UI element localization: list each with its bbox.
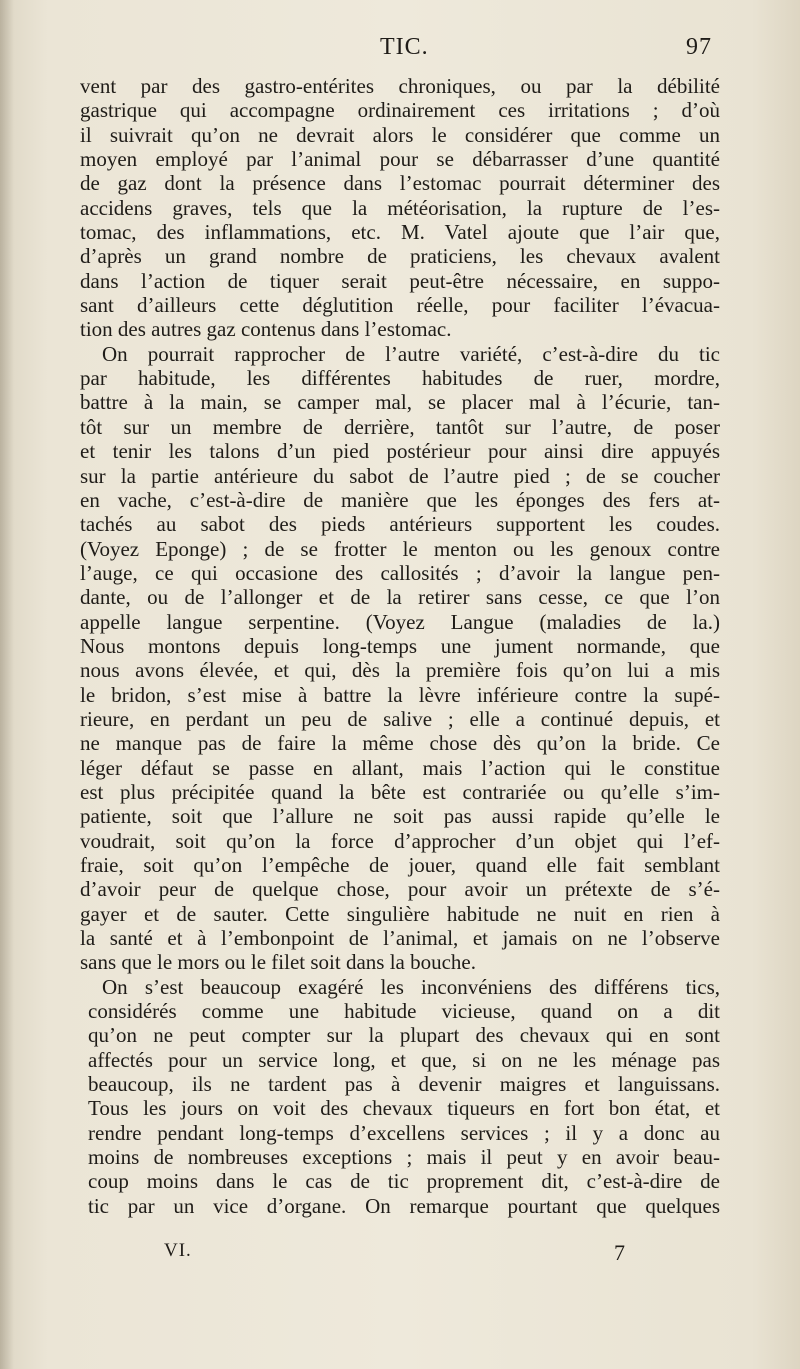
- text-line: moyen employé par l’animal pour se débarrasser d’une quantité: [80, 147, 720, 172]
- paragraph-first-line: On pourrait rapprocher de l’autre variété, c’est-à-dire du tic: [102, 341, 720, 366]
- text-line: (Voyez Eponge) ; de se frotter le menton ou les genoux contre: [80, 536, 720, 561]
- text-line: accidens graves, tels que la météorisation, la rupture de l’es-: [80, 195, 720, 220]
- text-line: léger défaut se passe en allant, mais l’action qui le constitue: [80, 755, 720, 780]
- text-line: rieure, en perdant un peu de salive ; elle a continué depuis, et: [80, 706, 720, 731]
- text-line: tachés au sabot des pieds antérieurs supportent les coudes.: [80, 512, 720, 537]
- text-line: Tous les jours on voit des chevaux tiqueurs en fort bon état, et: [88, 1096, 720, 1121]
- text-line: ne manque pas de faire la même chose dès qu’on la bride. Ce: [80, 731, 720, 756]
- text-line: affectés pour un service long, et que, si on ne les ménage pas: [88, 1047, 720, 1072]
- paragraph-first-line: On s’est beaucoup exagéré les inconvéniens des différens tics,: [102, 974, 720, 999]
- page-number: 97: [686, 34, 712, 60]
- text-line: le bridon, s’est mise à battre la lèvre inférieure contre la supé-: [80, 682, 720, 707]
- text-line: dante, ou de l’allonger et de la retirer sans cesse, ce que l’on: [80, 585, 720, 610]
- text-line: coup moins dans le cas de tic proprement dit, c’est-à-dire de: [88, 1169, 720, 1194]
- text-line: Nous montons depuis long-temps une jument normande, que: [80, 633, 720, 658]
- text-line: nous avons élevée, et qui, dès la première fois qu’on lui a mis: [80, 658, 720, 683]
- text-line: appelle langue serpentine. (Voyez Langue (maladies de la.): [80, 609, 720, 634]
- page-footer: [80, 1240, 720, 1270]
- running-head: [80, 34, 720, 68]
- text-line: battre à la main, se camper mal, se placer mal à l’écurie, tan-: [80, 390, 720, 415]
- text-line: fraie, soit qu’on l’empêche de jouer, quand elle fait semblant: [80, 853, 720, 877]
- text-line: vent par des gastro-entérites chroniques, ou par la débilité: [80, 74, 720, 98]
- body-text: [80, 74, 720, 1218]
- paragraph-last-line: sans que le mors ou le filet soit dans la bouche.: [80, 950, 476, 975]
- text-line: tomac, des inflammations, etc. M. Vatel ajoute que l’air que,: [80, 220, 720, 245]
- text-line: voudrait, soit qu’on la force d’approcher d’un objet qui l’ef-: [80, 828, 720, 853]
- text-line: beaucoup, ils ne tardent pas à devenir maigres et languissans.: [88, 1072, 720, 1097]
- text-line: en vache, c’est-à-dire de manière que les éponges des fers at-: [80, 487, 720, 512]
- text-line: d’après un grand nombre de praticiens, les chevaux avalent: [80, 244, 720, 269]
- text-line: et tenir les talons d’un pied postérieur pour ainsi dire appuyés: [80, 439, 720, 464]
- text-line: par habitude, les différentes habitudes de ruer, mordre,: [80, 366, 720, 391]
- text-line: il suivrait qu’on ne devrait alors le considérer que comme un: [80, 122, 720, 147]
- binding-shadow: [0, 0, 14, 1369]
- text-line: est plus précipitée quand la bête est contrariée ou qu’elle s’im-: [80, 779, 720, 804]
- text-line: dans l’action de tiquer serait peut-être nécessaire, en suppo-: [80, 268, 720, 293]
- text-line: d’avoir peur de quelque chose, pour avoir un prétexte de s’é-: [80, 877, 720, 902]
- text-line: tic par un vice d’organe. On remarque pourtant que quelques: [88, 1193, 720, 1218]
- paragraph-last-line: tion des autres gaz contenus dans l’estomac.: [80, 317, 452, 342]
- running-head-title: TIC.: [380, 34, 429, 60]
- signature-mark: VI.: [164, 1240, 192, 1261]
- text-line: l’auge, ce qui occasione des callosités ; d’avoir la langue pen-: [80, 560, 720, 585]
- text-line: sant d’ailleurs cette déglutition réelle, pour faciliter l’évacua-: [80, 293, 720, 318]
- text-line: de gaz dont la présence dans l’estomac pourrait déterminer des: [80, 171, 720, 196]
- text-line: considérés comme une habitude vicieuse, quand on a dit: [88, 999, 720, 1024]
- text-line: patiente, soit que l’allure ne soit pas aussi rapide qu’elle le: [80, 804, 720, 829]
- text-line: moins de nombreuses exceptions ; mais il peut y en avoir beau-: [88, 1145, 720, 1170]
- text-line: gastrique qui accompagne ordinairement ces irritations ; d’où: [80, 98, 720, 123]
- text-line: sur la partie antérieure du sabot de l’autre pied ; de se coucher: [80, 463, 720, 488]
- text-line: rendre pendant long-temps d’excellens services ; il y a donc au: [88, 1120, 720, 1145]
- text-line: qu’on ne peut compter sur la plupart des chevaux qui en sont: [88, 1023, 720, 1048]
- text-line: gayer et de sauter. Cette singulière habitude ne nuit en rien à: [80, 901, 720, 926]
- sheet-number: 7: [614, 1240, 625, 1265]
- text-line: la santé et à l’embonpoint de l’animal, et jamais on ne l’observe: [80, 926, 720, 951]
- text-line: tôt sur un membre de derrière, tantôt sur l’autre, de poser: [80, 414, 720, 439]
